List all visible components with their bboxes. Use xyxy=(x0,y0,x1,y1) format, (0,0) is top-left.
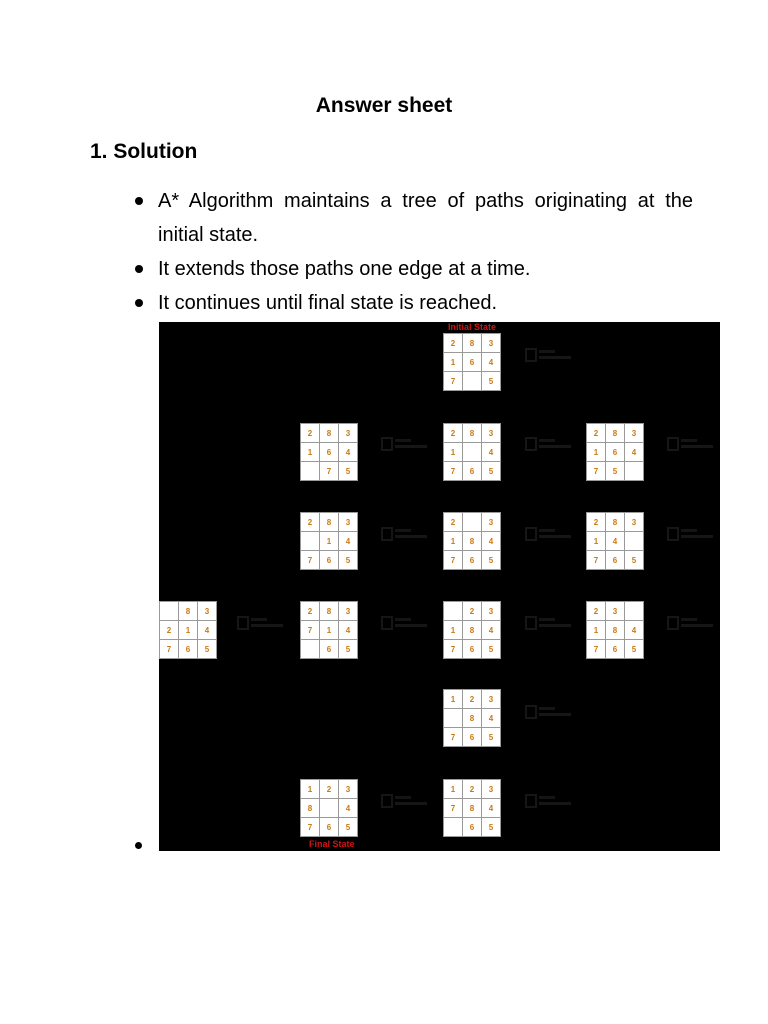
puzzle-tile: 5 xyxy=(339,640,357,658)
puzzle-tile: 7 xyxy=(587,551,605,569)
puzzle-tile: 1 xyxy=(587,621,605,639)
puzzle-tile: 4 xyxy=(625,621,643,639)
puzzle-board xyxy=(159,601,217,659)
puzzle-tile: 8 xyxy=(320,424,338,442)
puzzle-tile: 3 xyxy=(482,780,500,798)
puzzle-tile: 6 xyxy=(320,551,338,569)
puzzle-tile-blank xyxy=(463,443,481,461)
puzzle-tile: 5 xyxy=(482,372,500,390)
puzzle-tile: 8 xyxy=(606,513,624,531)
puzzle-tile: 5 xyxy=(339,551,357,569)
cost-annotation xyxy=(525,793,573,811)
puzzle-tile: 8 xyxy=(320,513,338,531)
puzzle-tile: 6 xyxy=(179,640,197,658)
puzzle-tile: 7 xyxy=(587,640,605,658)
puzzle-tile: 5 xyxy=(482,818,500,836)
cost-annotation xyxy=(381,526,429,544)
puzzle-tile: 5 xyxy=(339,462,357,480)
puzzle-tile: 2 xyxy=(444,513,462,531)
puzzle-tile: 1 xyxy=(320,621,338,639)
puzzle-tile: 2 xyxy=(444,334,462,352)
puzzle-tile: 1 xyxy=(587,443,605,461)
puzzle-tile: 7 xyxy=(444,728,462,746)
puzzle-tile: 2 xyxy=(301,513,319,531)
puzzle-tile: 2 xyxy=(463,780,481,798)
puzzle-tile: 5 xyxy=(482,551,500,569)
puzzle-tile: 2 xyxy=(587,602,605,620)
puzzle-tile: 1 xyxy=(301,780,319,798)
puzzle-tile-blank xyxy=(301,640,319,658)
puzzle-tile: 2 xyxy=(463,602,481,620)
puzzle-tile: 5 xyxy=(482,462,500,480)
puzzle-tile: 4 xyxy=(482,443,500,461)
puzzle-tile: 6 xyxy=(463,551,481,569)
puzzle-tile: 4 xyxy=(198,621,216,639)
puzzle-tile: 3 xyxy=(482,513,500,531)
cost-annotation xyxy=(381,793,429,811)
puzzle-board xyxy=(586,601,644,659)
search-tree-diagram xyxy=(159,322,720,851)
puzzle-tile-blank xyxy=(301,462,319,480)
puzzle-tile: 2 xyxy=(463,690,481,708)
puzzle-tile: 4 xyxy=(482,621,500,639)
bullet-list xyxy=(133,184,693,320)
puzzle-tile-blank xyxy=(320,799,338,817)
puzzle-tile: 6 xyxy=(320,443,338,461)
puzzle-tile: 3 xyxy=(482,424,500,442)
cost-annotation xyxy=(667,436,715,454)
puzzle-tile: 3 xyxy=(482,602,500,620)
puzzle-tile: 2 xyxy=(587,424,605,442)
cost-annotation xyxy=(525,436,573,454)
puzzle-tile: 8 xyxy=(463,621,481,639)
puzzle-tile-blank xyxy=(625,532,643,550)
puzzle-tile: 3 xyxy=(606,602,624,620)
puzzle-tile: 6 xyxy=(463,462,481,480)
puzzle-tile: 4 xyxy=(482,532,500,550)
cost-annotation xyxy=(525,615,573,633)
puzzle-tile: 7 xyxy=(444,799,462,817)
puzzle-tile: 1 xyxy=(320,532,338,550)
final-state-label: Final State xyxy=(309,839,355,849)
puzzle-tile: 5 xyxy=(625,640,643,658)
puzzle-tile-blank xyxy=(444,818,462,836)
puzzle-tile: 8 xyxy=(320,602,338,620)
puzzle-board xyxy=(443,779,501,837)
puzzle-tile-blank xyxy=(625,602,643,620)
cost-annotation xyxy=(667,526,715,544)
puzzle-tile: 3 xyxy=(339,780,357,798)
puzzle-tile: 8 xyxy=(463,709,481,727)
puzzle-tile: 3 xyxy=(625,513,643,531)
bullet-dot xyxy=(135,197,143,205)
bullet-item xyxy=(133,286,693,320)
puzzle-tile: 3 xyxy=(198,602,216,620)
bullet-text: It extends those paths one edge at a time. xyxy=(158,258,531,280)
puzzle-tile: 8 xyxy=(301,799,319,817)
puzzle-tile: 5 xyxy=(606,462,624,480)
puzzle-board xyxy=(443,333,501,391)
puzzle-tile-blank xyxy=(463,513,481,531)
puzzle-board xyxy=(300,601,358,659)
puzzle-tile: 1 xyxy=(301,443,319,461)
puzzle-tile: 1 xyxy=(444,621,462,639)
puzzle-tile: 4 xyxy=(339,532,357,550)
puzzle-board xyxy=(300,779,358,837)
puzzle-board xyxy=(586,423,644,481)
puzzle-tile: 6 xyxy=(606,640,624,658)
puzzle-tile: 7 xyxy=(160,640,178,658)
puzzle-tile-blank xyxy=(301,532,319,550)
puzzle-tile: 8 xyxy=(606,424,624,442)
cost-annotation xyxy=(381,615,429,633)
section-heading: 1. Solution xyxy=(90,140,198,163)
puzzle-tile: 8 xyxy=(606,621,624,639)
bullet-text: It continues until final state is reached. xyxy=(158,292,498,314)
puzzle-tile: 8 xyxy=(463,334,481,352)
puzzle-tile: 6 xyxy=(463,818,481,836)
puzzle-tile: 3 xyxy=(339,513,357,531)
puzzle-tile-blank xyxy=(463,372,481,390)
puzzle-board xyxy=(586,512,644,570)
puzzle-tile: 6 xyxy=(463,353,481,371)
puzzle-tile: 7 xyxy=(301,551,319,569)
puzzle-tile: 6 xyxy=(463,640,481,658)
puzzle-tile: 7 xyxy=(320,462,338,480)
puzzle-tile: 1 xyxy=(444,353,462,371)
page-title: Answer sheet xyxy=(315,94,453,117)
puzzle-board xyxy=(443,689,501,747)
bullet-dot xyxy=(135,842,142,849)
puzzle-tile: 2 xyxy=(320,780,338,798)
puzzle-board xyxy=(443,601,501,659)
puzzle-tile: 7 xyxy=(301,621,319,639)
puzzle-tile: 7 xyxy=(444,551,462,569)
puzzle-tile: 3 xyxy=(625,424,643,442)
puzzle-tile: 2 xyxy=(587,513,605,531)
initial-state-label: Initial State xyxy=(448,322,497,332)
puzzle-tile: 1 xyxy=(444,532,462,550)
puzzle-tile: 4 xyxy=(625,443,643,461)
cost-annotation xyxy=(525,704,573,722)
cost-annotation xyxy=(237,615,285,633)
bullet-item xyxy=(133,252,693,286)
puzzle-tile: 1 xyxy=(587,532,605,550)
puzzle-tile: 1 xyxy=(444,690,462,708)
puzzle-tile: 7 xyxy=(444,372,462,390)
puzzle-tile: 5 xyxy=(625,551,643,569)
puzzle-tile-blank xyxy=(444,602,462,620)
cost-annotation xyxy=(525,347,573,365)
puzzle-tile: 1 xyxy=(179,621,197,639)
puzzle-tile: 5 xyxy=(198,640,216,658)
puzzle-tile: 1 xyxy=(444,780,462,798)
puzzle-tile: 4 xyxy=(482,799,500,817)
puzzle-board xyxy=(443,512,501,570)
puzzle-board xyxy=(443,423,501,481)
cost-annotation xyxy=(525,526,573,544)
cost-annotation xyxy=(381,436,429,454)
puzzle-board xyxy=(300,512,358,570)
puzzle-tile: 4 xyxy=(339,443,357,461)
puzzle-tile: 4 xyxy=(482,353,500,371)
bullet-dot xyxy=(135,299,143,307)
puzzle-tile: 7 xyxy=(587,462,605,480)
bullet-dot xyxy=(135,265,143,273)
puzzle-tile: 6 xyxy=(463,728,481,746)
puzzle-tile: 6 xyxy=(606,443,624,461)
puzzle-tile: 4 xyxy=(339,621,357,639)
puzzle-board xyxy=(300,423,358,481)
puzzle-tile: 5 xyxy=(339,818,357,836)
puzzle-tile: 2 xyxy=(301,602,319,620)
puzzle-tile: 7 xyxy=(301,818,319,836)
puzzle-tile: 3 xyxy=(339,424,357,442)
puzzle-tile-blank xyxy=(444,709,462,727)
puzzle-tile: 7 xyxy=(444,462,462,480)
puzzle-tile: 2 xyxy=(301,424,319,442)
puzzle-tile-blank xyxy=(625,462,643,480)
puzzle-tile: 2 xyxy=(160,621,178,639)
puzzle-tile: 8 xyxy=(463,424,481,442)
puzzle-tile: 4 xyxy=(339,799,357,817)
puzzle-tile: 5 xyxy=(482,728,500,746)
cost-annotation xyxy=(667,615,715,633)
puzzle-tile: 4 xyxy=(606,532,624,550)
puzzle-tile: 6 xyxy=(320,640,338,658)
puzzle-tile: 1 xyxy=(444,443,462,461)
puzzle-tile: 8 xyxy=(179,602,197,620)
puzzle-tile: 5 xyxy=(482,640,500,658)
puzzle-tile-blank xyxy=(160,602,178,620)
puzzle-tile: 4 xyxy=(482,709,500,727)
bullet-item xyxy=(133,184,693,252)
puzzle-tile: 7 xyxy=(444,640,462,658)
puzzle-tile: 3 xyxy=(339,602,357,620)
puzzle-tile: 3 xyxy=(482,690,500,708)
puzzle-tile: 6 xyxy=(320,818,338,836)
puzzle-tile: 3 xyxy=(482,334,500,352)
puzzle-tile: 6 xyxy=(606,551,624,569)
bullet-text: A* Algorithm maintains a tree of paths originating at the initial state. xyxy=(158,190,693,246)
puzzle-tile: 8 xyxy=(463,532,481,550)
puzzle-tile: 8 xyxy=(463,799,481,817)
puzzle-tile: 2 xyxy=(444,424,462,442)
